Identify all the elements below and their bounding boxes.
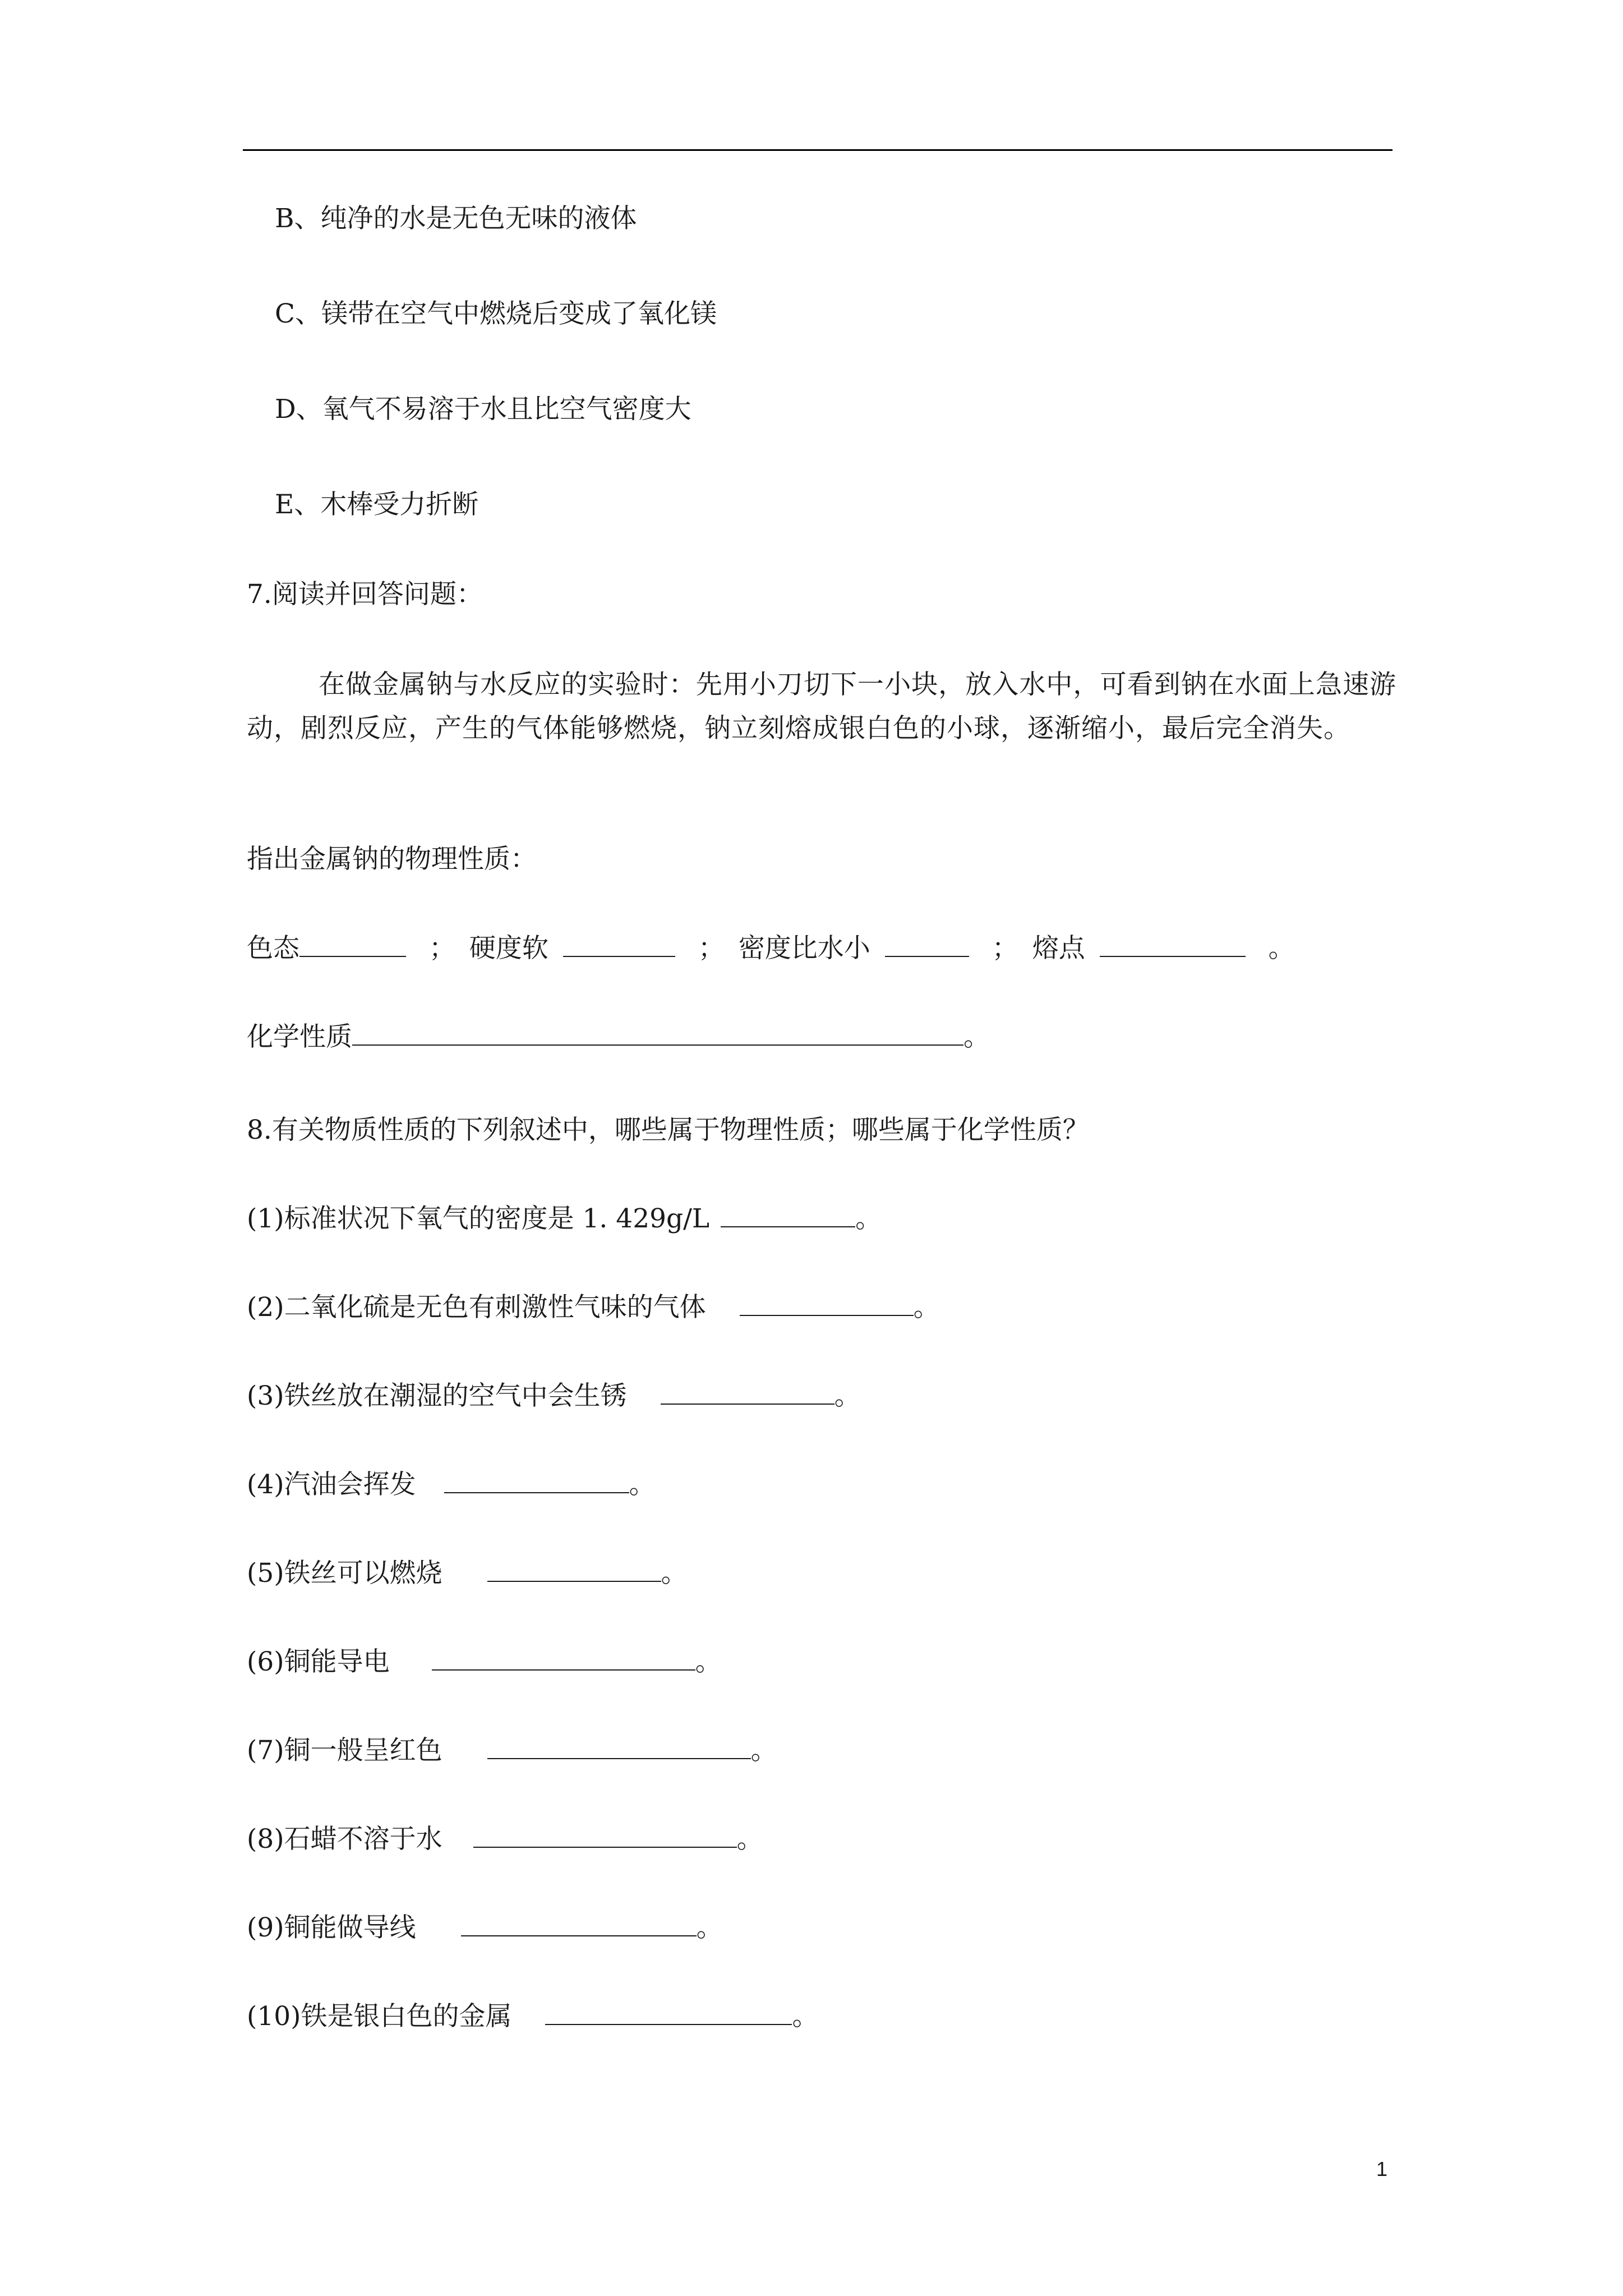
chemical-answer-blank[interactable]: [352, 1020, 963, 1046]
sentence-end: 。: [1268, 933, 1295, 964]
q8-answer-blank[interactable]: [487, 1733, 751, 1759]
q8-answer-blank[interactable]: [432, 1645, 695, 1671]
q8-answer-blank[interactable]: [661, 1379, 834, 1405]
q8-item-text: (3)铁丝放在潮湿的空气中会生锈: [247, 1381, 627, 1411]
q8-item-2: [247, 1290, 940, 1324]
sentence-end: 。: [792, 2001, 819, 2032]
question-7-title: 7.阅读并回答问题：: [247, 579, 483, 610]
sentence-end: 。: [695, 1646, 722, 1677]
melting-point-label: 熔点: [1032, 933, 1085, 964]
q8-item-text: (7)铜一般呈红色: [247, 1735, 442, 1766]
option-b: B、纯净的水是无色无味的液体: [275, 203, 637, 234]
q8-item-8: [247, 1822, 763, 1856]
q8-answer-blank[interactable]: [473, 1822, 737, 1848]
hardness-label: 硬度软: [469, 933, 548, 964]
q8-item-10: [247, 1999, 818, 2033]
option-d: D、氧气不易溶于水且比空气密度大: [275, 394, 691, 425]
q8-item-text: (4)汽油会挥发: [247, 1469, 416, 1500]
q8-item-9: [247, 1911, 723, 1945]
q8-item-6: [247, 1645, 722, 1679]
sentence-end: 。: [963, 1022, 990, 1052]
header-rule: [243, 149, 1393, 151]
q8-item-4: [247, 1467, 656, 1502]
q8-item-text: (5)铁丝可以燃烧: [247, 1558, 442, 1589]
separator: ；: [698, 933, 725, 964]
q8-answer-blank[interactable]: [444, 1467, 629, 1493]
q8-item-text: (8)石蜡不溶于水: [247, 1824, 442, 1855]
chemical-properties-row: [247, 1020, 990, 1054]
q8-item-7: [247, 1733, 777, 1768]
chemical-label: 化学性质: [247, 1022, 352, 1052]
sentence-end: 。: [736, 1824, 763, 1855]
question-7-prompt: 指出金属钠的物理性质：: [247, 844, 537, 875]
q8-answer-blank[interactable]: [721, 1202, 855, 1227]
q8-item-text: (6)铜能导电: [247, 1646, 390, 1677]
page-number: 1: [1376, 2157, 1388, 2180]
q8-item-5: [247, 1556, 688, 1590]
density-label: 密度比水小: [738, 933, 870, 964]
question-8-title: 8.有关物质性质的下列叙述中，哪些属于物理性质；哪些属于化学性质？: [247, 1115, 1089, 1145]
q8-item-text: (1)标准状况下氧气的密度是 1. 429g/L: [247, 1203, 710, 1234]
q8-answer-blank[interactable]: [487, 1556, 661, 1582]
sentence-end: 。: [629, 1469, 656, 1500]
sentence-end: 。: [696, 1912, 723, 1943]
sentence-end: 。: [750, 1735, 777, 1766]
sentence-end: 。: [661, 1558, 688, 1589]
q8-answer-blank[interactable]: [461, 1911, 697, 1936]
q8-item-1: [247, 1202, 882, 1236]
q8-item-text: (10)铁是银白色的金属: [247, 2001, 512, 2032]
option-e: E、木棒受力折断: [275, 489, 479, 520]
separator: ；: [428, 933, 455, 964]
question-7-passage: 在做金属钠与水反应的实验时：先用小刀切下一小块，放入水中，可看到钠在水面上急速游动，剧烈反应，产生的气体能够燃烧，钠立刻熔成银白色的小球，逐渐缩小，最后完全消失。: [247, 669, 1396, 744]
q8-item-3: [247, 1379, 861, 1413]
q8-answer-blank[interactable]: [740, 1290, 914, 1316]
q8-item-text: (2)二氧化硫是无色有刺激性气味的气体: [247, 1292, 706, 1323]
sentence-end: 。: [913, 1292, 940, 1323]
q8-answer-blank[interactable]: [545, 1999, 792, 2025]
q8-item-text: (9)铜能做导线: [247, 1912, 416, 1943]
separator: ；: [992, 933, 1018, 964]
color-label: 色态: [247, 933, 299, 964]
density-answer-blank[interactable]: [885, 931, 969, 957]
hardness-answer-blank[interactable]: [563, 931, 675, 957]
color-answer-blank[interactable]: [299, 931, 406, 957]
sentence-end: 。: [855, 1203, 882, 1234]
sentence-end: 。: [834, 1381, 861, 1411]
physical-properties-row: [247, 931, 1295, 965]
option-c: C、镁带在空气中燃烧后变成了氧化镁: [275, 298, 717, 329]
melting-point-answer-blank[interactable]: [1100, 931, 1246, 957]
